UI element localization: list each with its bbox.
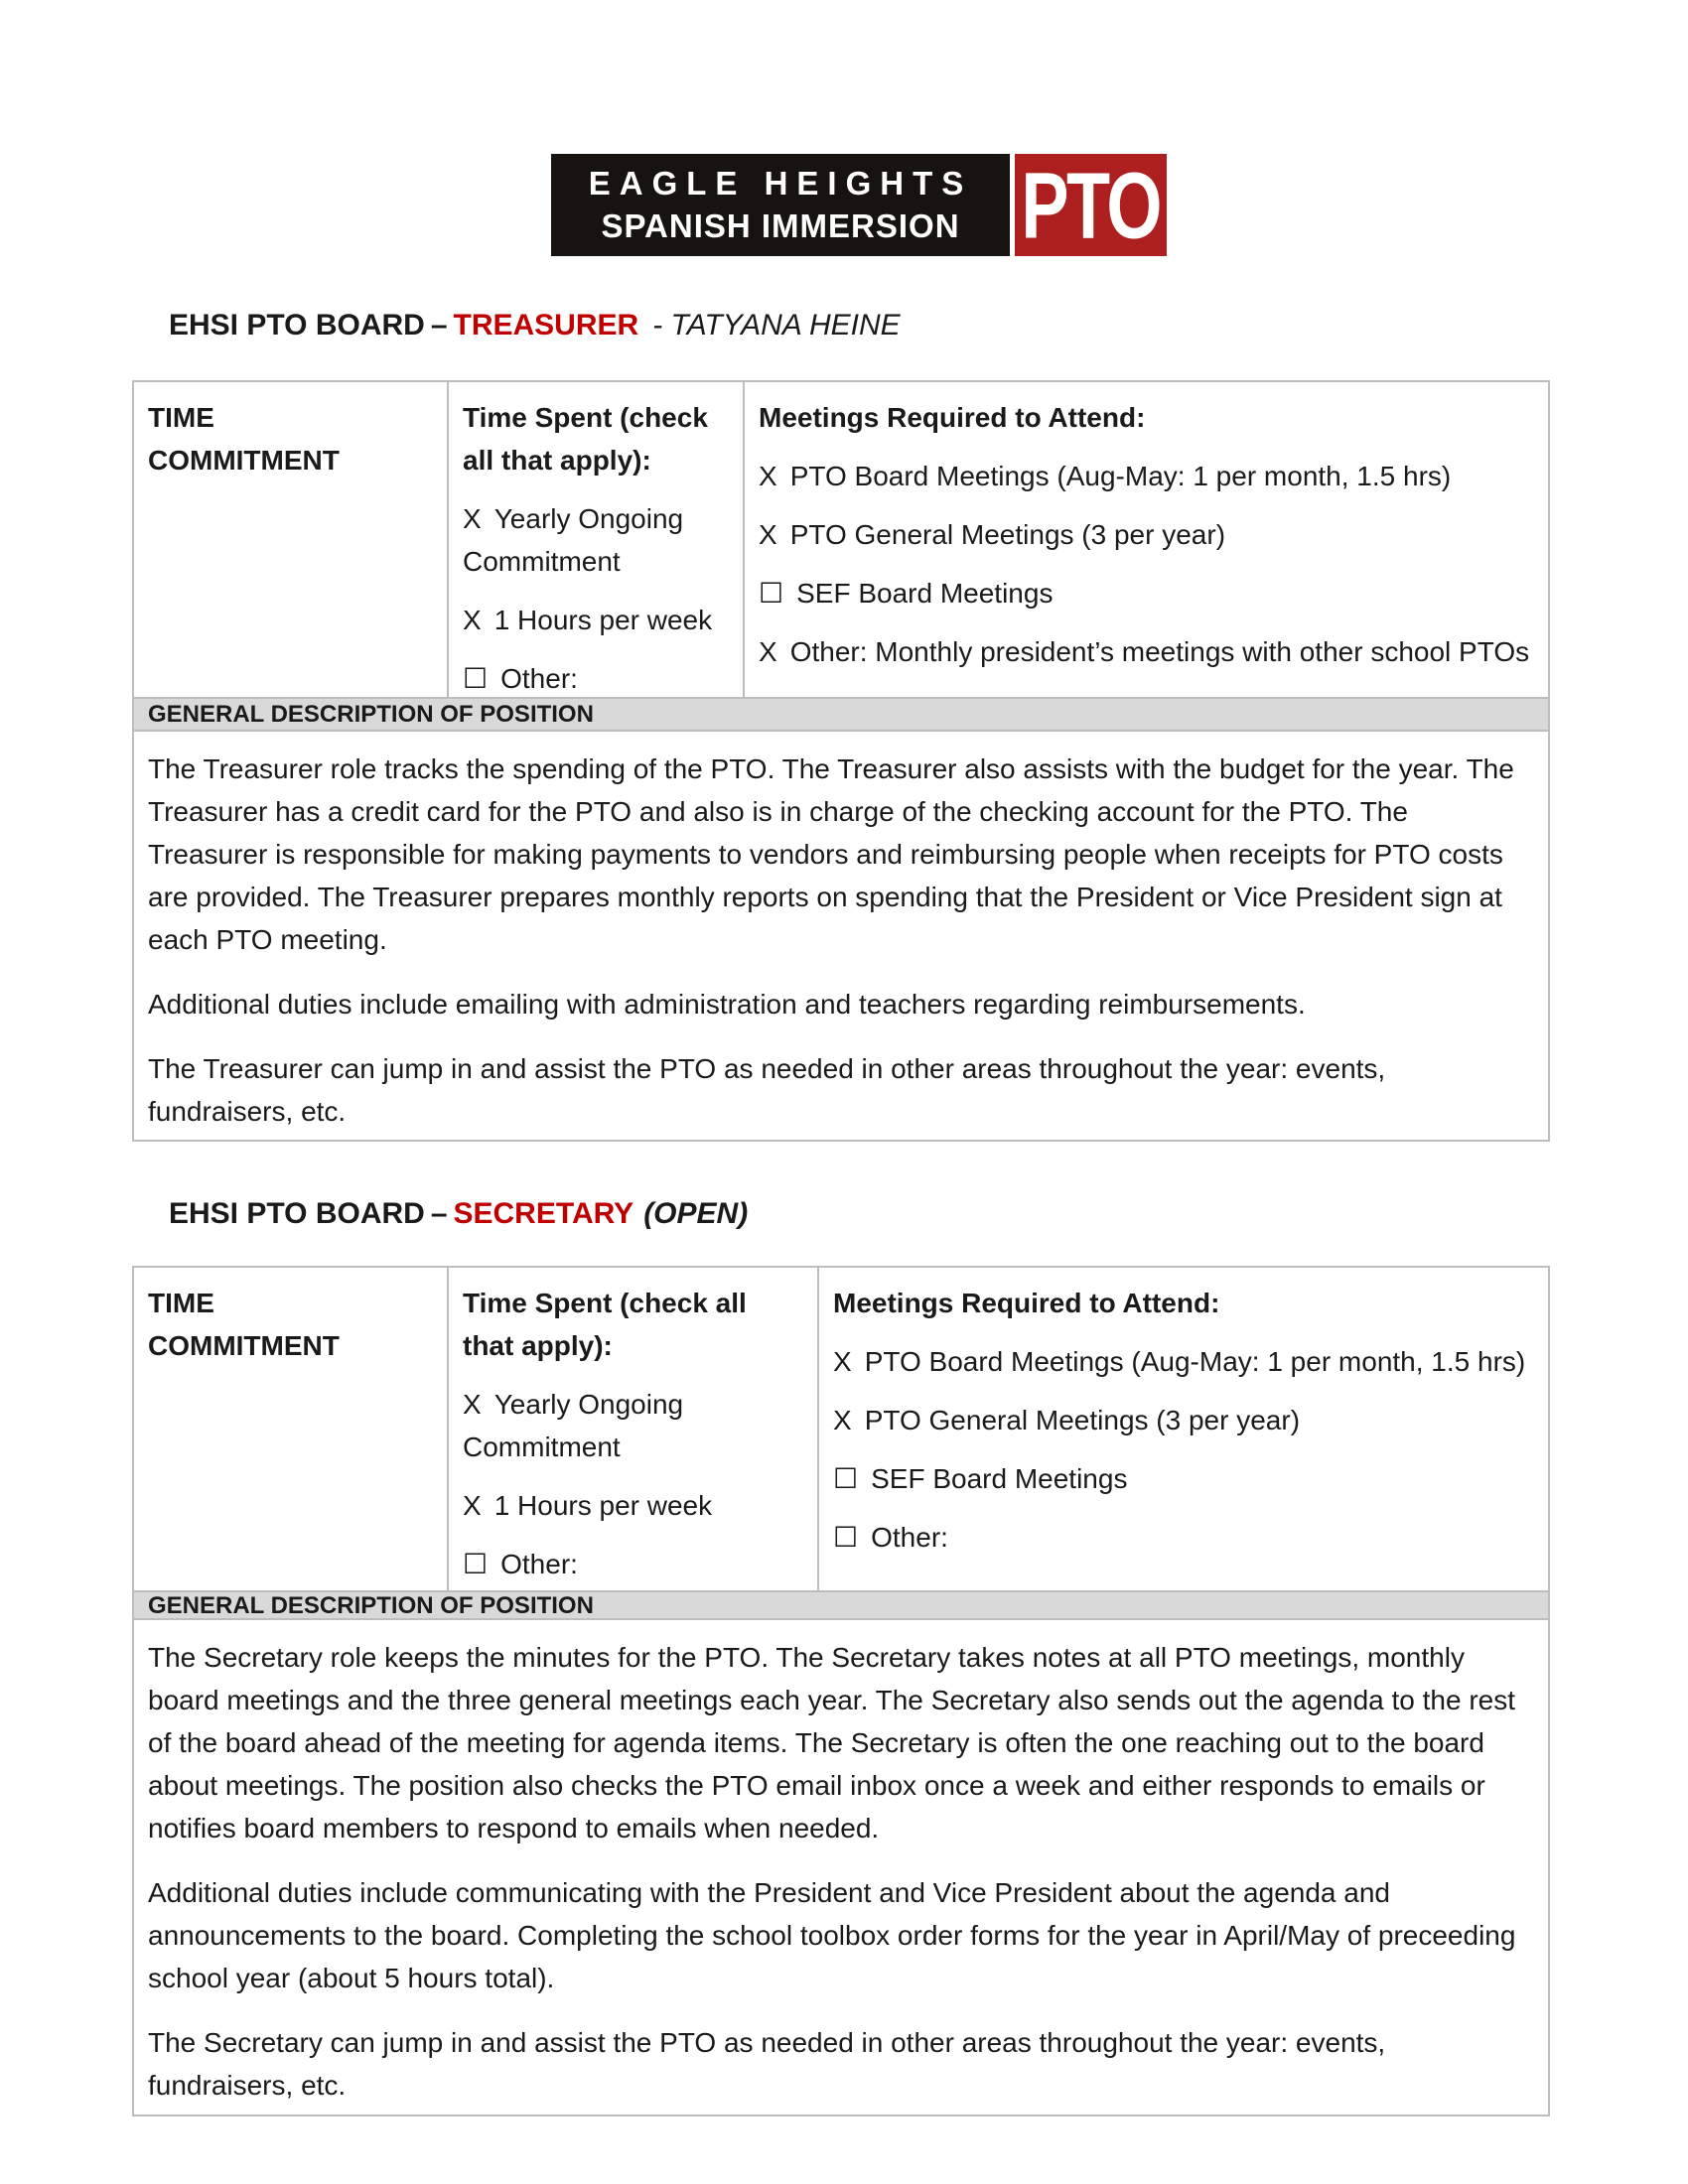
checklist-item [463, 1383, 803, 1468]
general-description-header [134, 697, 1548, 732]
logo-pto-badge-box [1015, 154, 1167, 256]
checklist-item-label: PTO Board Meetings (Aug-May: 1 per month, 1.5 hrs) [864, 1346, 1526, 1377]
checkbox-checked-marker: X [463, 605, 482, 635]
checklist-item-label: 1 Hours per week [493, 605, 713, 635]
checkbox-checked-marker: X [463, 503, 482, 534]
description-paragraph: The Treasurer can jump in and assist the PTO as needed in other areas throughout the year: events, fundraisers, etc. [148, 1053, 1386, 1127]
meetings-required-cell [819, 1268, 1548, 1590]
checklist-item [463, 1543, 803, 1585]
checkbox-unchecked-marker: ☐ [463, 663, 489, 694]
checklist-item [759, 630, 1534, 673]
description-paragraph: Additional duties include communicating with the President and Vice President about the agenda and announcements to the board. Completing the school toolbox order forms for the year in April/May of preceeding school year (about 5 hours total). [148, 1877, 1516, 1993]
section-heading-treasurer [169, 306, 901, 345]
checkbox-unchecked-marker: ☐ [759, 578, 784, 609]
heading-role-secretary: SECRETARY [453, 1197, 634, 1230]
checklist-item-label: 1 Hours per week [493, 1490, 713, 1521]
checklist-item [833, 1516, 1534, 1559]
checkbox-checked-marker: X [463, 1389, 482, 1420]
checklist-item-label: PTO General Meetings (3 per year) [789, 519, 1226, 550]
secretary-description [134, 1620, 1548, 2115]
checkbox-checked-marker: X [759, 636, 777, 667]
time-spent-cell [449, 382, 745, 697]
secretary-table [132, 1266, 1550, 2116]
checklist-item [759, 572, 1534, 614]
time-commitment-label: TIME COMMITMENT [148, 402, 340, 476]
time-commitment-cell [134, 1268, 449, 1590]
checklist-item [463, 1484, 803, 1527]
meetings-required-title: Meetings Required to Attend: [759, 402, 1146, 433]
checklist-item-label: SEF Board Meetings [796, 578, 1054, 609]
checkbox-unchecked-marker: ☐ [463, 1549, 489, 1579]
time-commitment-cell [134, 382, 449, 697]
checkbox-checked-marker: X [759, 519, 777, 550]
checkbox-unchecked-marker: ☐ [833, 1463, 859, 1494]
checklist-item-label: PTO Board Meetings (Aug-May: 1 per month, 1.5 hrs) [789, 461, 1452, 491]
meetings-required-cell [745, 382, 1548, 697]
checklist-item-label: Other: [500, 1549, 578, 1579]
logo-line-eagle-heights: EAGLE HEIGHTS [588, 165, 973, 202]
checklist-item-label: Other: [500, 663, 578, 694]
time-spent-title: Time Spent (check all that apply): [463, 1288, 747, 1361]
checkbox-checked-marker: X [833, 1346, 852, 1377]
checklist-item [833, 1399, 1534, 1441]
checkbox-unchecked-marker: ☐ [833, 1522, 859, 1553]
checklist-item [833, 1340, 1534, 1383]
checklist-item-label: SEF Board Meetings [871, 1463, 1128, 1494]
treasurer-table-header-row [134, 382, 1548, 697]
checkbox-checked-marker: X [833, 1405, 852, 1435]
treasurer-table [132, 380, 1550, 1142]
general-description-header [134, 1590, 1548, 1620]
heading-board-label: EHSI PTO BOARD [169, 1197, 425, 1230]
checklist-item [463, 599, 729, 641]
checklist-item-label: Other: Monthly president’s meetings with other school PTOs [789, 636, 1530, 667]
heading-board-label: EHSI PTO BOARD [169, 309, 425, 341]
logo-school-name-box [551, 154, 1010, 256]
time-commitment-label: TIME COMMITMENT [148, 1288, 340, 1361]
general-description-header-label: GENERAL DESCRIPTION OF POSITION [148, 1592, 594, 1619]
description-paragraph: The Treasurer role tracks the spending of the PTO. The Treasurer also assists with the budget for the year. The Treasurer has a credit card for the PTO and also is in charge of the checking account for the PTO. The Treasurer is responsible for making payments to vendors and reimbursing people when receipts for PTO costs are provided. The Treasurer prepares monthly reports on spending that the President or Vice President sign at each PTO meeting. [148, 753, 1514, 955]
heading-dash: – [430, 1197, 448, 1230]
general-description-header-label: GENERAL DESCRIPTION OF POSITION [148, 701, 594, 728]
heading-holder-name: - TATYANA HEINE [652, 309, 901, 341]
checkbox-checked-marker: X [759, 461, 777, 491]
treasurer-description [134, 732, 1548, 1140]
meetings-required-title: Meetings Required to Attend: [833, 1288, 1220, 1318]
checklist-item-label: Other: [871, 1522, 948, 1553]
checklist-item-label: Yearly Ongoing Commitment [463, 1389, 684, 1462]
section-heading-secretary [169, 1194, 748, 1234]
checklist-item [759, 455, 1534, 497]
description-paragraph: The Secretary can jump in and assist the PTO as needed in other areas throughout the year: events, fundraisers, etc. [148, 2027, 1386, 2101]
heading-open-status: (OPEN) [643, 1197, 749, 1230]
checklist-item-label: PTO General Meetings (3 per year) [864, 1405, 1301, 1435]
heading-dash: – [430, 309, 448, 341]
logo-line-spanish-immersion: SPANISH IMMERSION [601, 207, 960, 244]
time-spent-cell [449, 1268, 819, 1590]
time-spent-title: Time Spent (check all that apply): [463, 402, 708, 476]
checklist-item-label: Yearly Ongoing Commitment [463, 503, 684, 577]
pto-logo [551, 154, 1167, 256]
checkbox-checked-marker: X [463, 1490, 482, 1521]
checklist-item [759, 513, 1534, 556]
checklist-item [463, 497, 729, 583]
description-paragraph: Additional duties include emailing with administration and teachers regarding reimbursements. [148, 989, 1306, 1020]
secretary-table-header-row [134, 1268, 1548, 1590]
checklist-item [463, 657, 729, 697]
description-paragraph: The Secretary role keeps the minutes for the PTO. The Secretary takes notes at all PTO meetings, monthly board meetings and the three general meetings each year. The Secretary also sends out the agenda to the rest of the board ahead of the meeting for agenda items. The Secretary is often the one reaching out to the board about meetings. The position also checks the PTO email inbox once a week and either responds to emails or notifies board members to respond to emails when needed. [148, 1642, 1516, 1843]
heading-role-treasurer: TREASURER [453, 309, 639, 341]
logo-pto-badge: PTO [1021, 154, 1161, 256]
checklist-item [833, 1457, 1534, 1500]
